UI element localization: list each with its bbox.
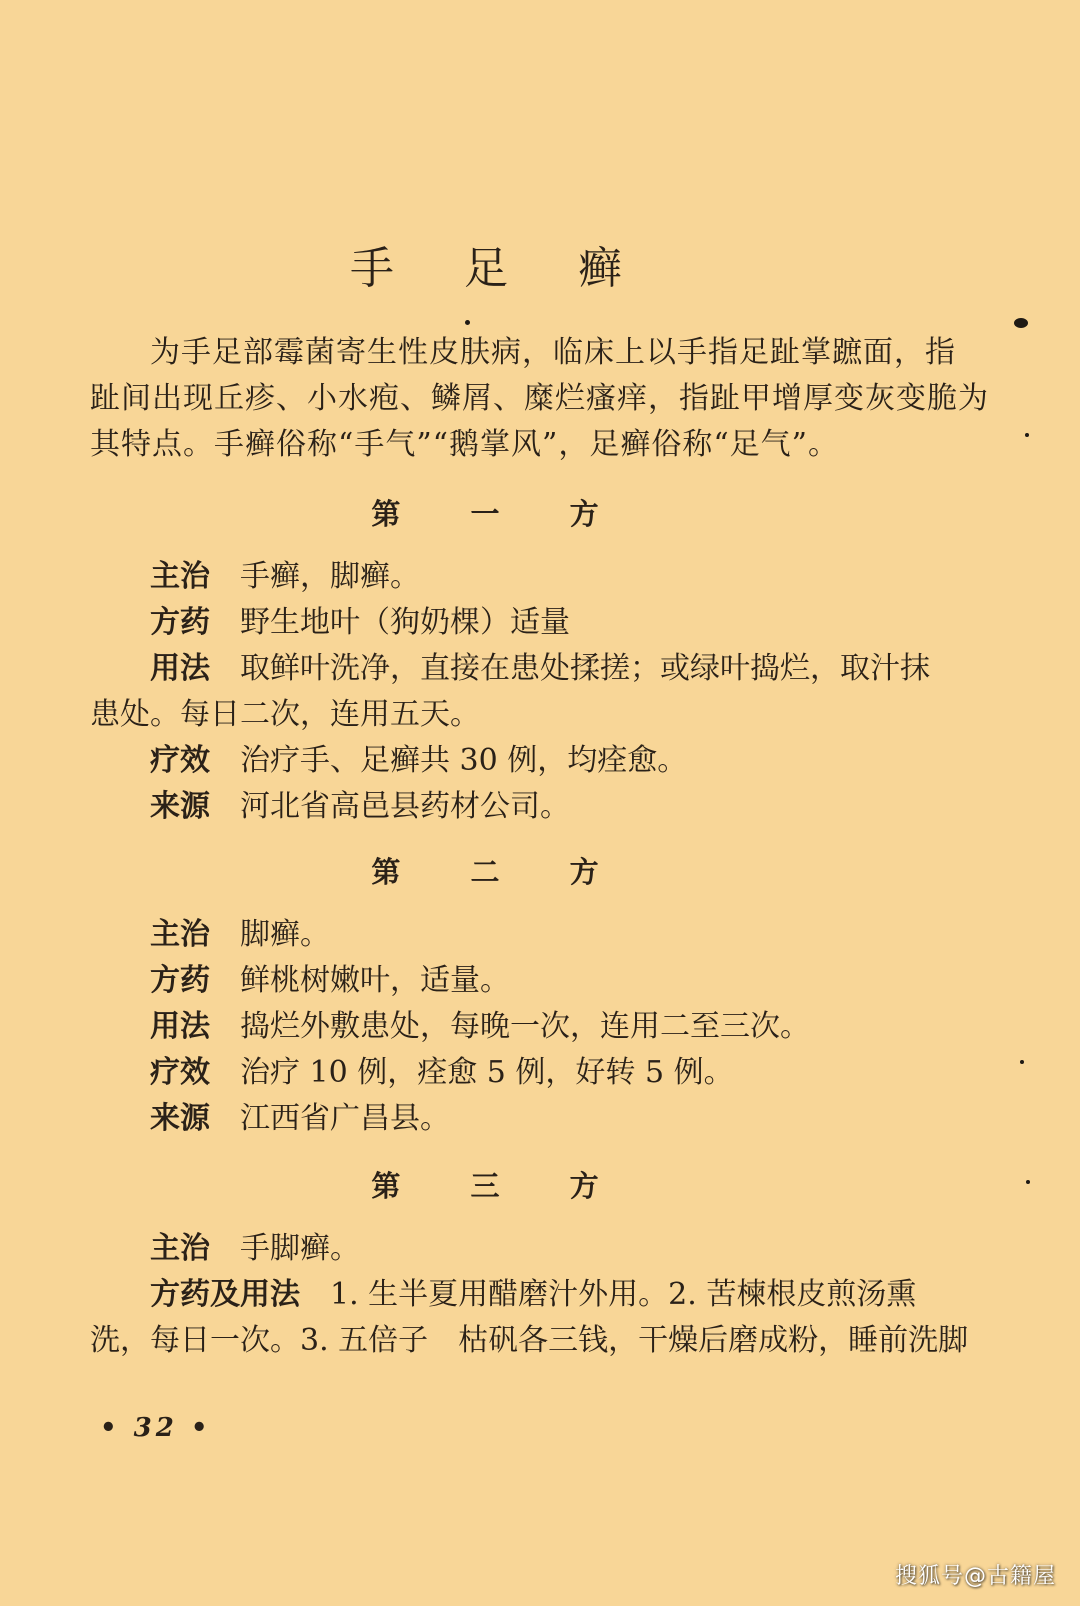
intro-line-1: 为手足部霉菌寄生性皮肤病，临床上以手指足趾掌蹠面，指: [150, 335, 956, 370]
entry-prescription: [150, 600, 570, 646]
entry-usage: [150, 646, 930, 692]
entry-label: 方药: [150, 963, 210, 998]
entry-label: 疗效: [150, 743, 210, 778]
entry-label: 主治: [150, 917, 210, 952]
entry-label: 疗效: [150, 1055, 210, 1090]
intro-line-3: 其特点。手癣俗称“手气”“鹅掌风”，足癣俗称“足气”。: [90, 427, 840, 462]
entry-source: [150, 1096, 450, 1142]
page-title: 手 足 癣: [350, 243, 650, 294]
entry-text: 治疗手、足癣共 30 例，均痊愈。: [240, 743, 688, 778]
entry-text: 手癣，脚癣。: [240, 559, 420, 594]
scan-speck: [465, 320, 470, 325]
entry-efficacy: [150, 738, 687, 784]
entry-text: 野生地叶（狗奶棵）适量: [240, 605, 570, 640]
entry-text: 1. 生半夏用醋磨汁外用。2. 苦楝根皮煎汤熏: [330, 1277, 917, 1312]
section-heading-1: 第 一 方: [371, 497, 629, 531]
entry-prescription-usage: [150, 1272, 916, 1318]
section-heading-2: 第 二 方: [371, 855, 629, 889]
entry-label: 用法: [150, 1009, 210, 1044]
entry-text: 手脚癣。: [240, 1231, 360, 1266]
watermark: 搜狐号@古籍屋: [894, 1564, 1056, 1589]
entry-prescription-usage-continued: 洗，每日一次。3. 五倍子 枯矾各三钱，干燥后磨成粉，睡前洗脚: [90, 1323, 969, 1358]
entry-text: 脚癣。: [240, 917, 330, 952]
scan-speck: [1020, 1060, 1024, 1064]
intro-line-2: 趾间出现丘疹、小水疱、鳞屑、糜烂瘙痒，指趾甲增厚变灰变脆为: [90, 381, 989, 416]
entry-text: 鲜桃树嫩叶，适量。: [240, 963, 510, 998]
entry-text: 取鲜叶洗净，直接在患处揉搓；或绿叶捣烂，取汁抹: [240, 651, 930, 686]
entry-label: 方药: [150, 605, 210, 640]
entry-text: 江西省广昌县。: [240, 1101, 450, 1136]
entry-usage: [150, 1004, 810, 1050]
entry-label: 用法: [150, 651, 210, 686]
scan-speck: [1014, 318, 1028, 328]
entry-label: 方药及用法: [150, 1277, 300, 1312]
entry-label: 主治: [150, 1231, 210, 1266]
entry-indication: [150, 912, 330, 958]
entry-indication: [150, 1226, 360, 1272]
scan-speck: [1026, 1180, 1030, 1184]
entry-text: 捣烂外敷患处，每晚一次，连用二至三次。: [240, 1009, 810, 1044]
scan-speck: [1025, 433, 1029, 437]
entry-label: 来源: [150, 789, 210, 824]
entry-indication: [150, 554, 420, 600]
entry-label: 来源: [150, 1101, 210, 1136]
entry-efficacy: [150, 1050, 734, 1096]
entry-source: [150, 784, 570, 830]
entry-usage-continued: 患处。每日二次，连用五天。: [90, 697, 480, 732]
entry-text: 河北省高邑县药材公司。: [240, 789, 570, 824]
entry-label: 主治: [150, 559, 210, 594]
section-heading-3: 第 三 方: [371, 1169, 629, 1203]
page-number: • 32 •: [100, 1413, 212, 1443]
entry-prescription: [150, 958, 510, 1004]
entry-text: 治疗 10 例，痊愈 5 例，好转 5 例。: [240, 1055, 734, 1090]
